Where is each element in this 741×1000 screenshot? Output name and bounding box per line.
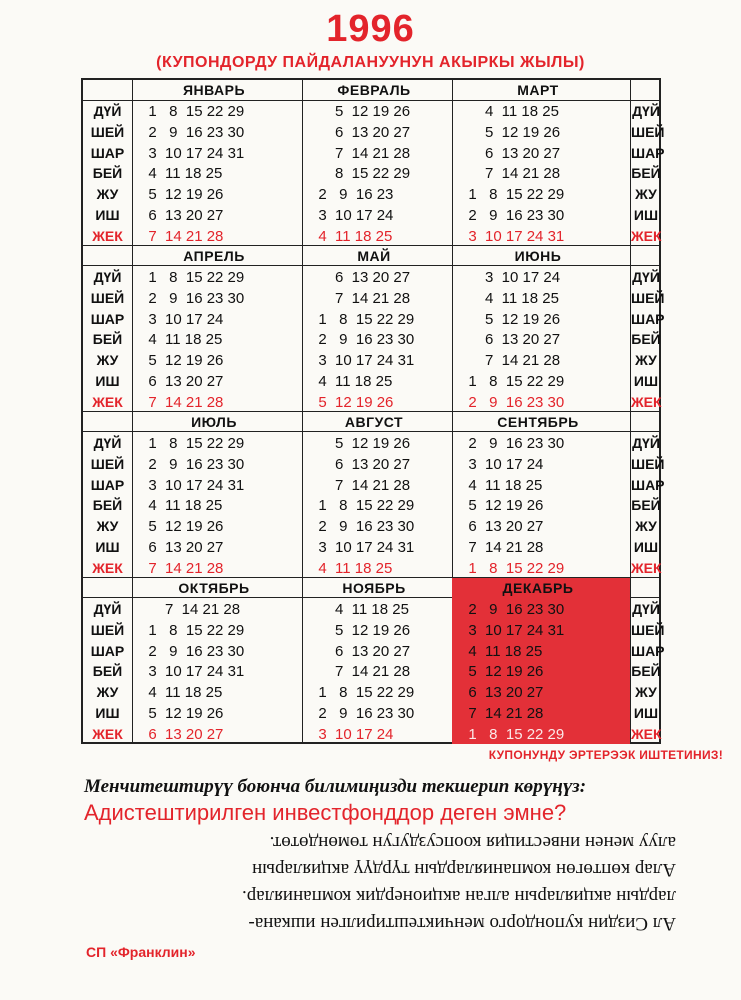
weekday-label-left: ИШ xyxy=(95,705,120,721)
day-row-march: 7 14 21 28 xyxy=(460,165,561,183)
brand-name: СП «Франклин» xyxy=(86,944,196,960)
weekday-label-left: БЕЙ xyxy=(92,497,123,514)
day-row-september: 1 8 15 22 29 xyxy=(460,559,565,577)
day-row-july: 2 9 16 23 30 xyxy=(140,455,245,473)
day-row-august: 6 13 20 27 xyxy=(310,455,411,473)
day-row-march: 6 13 20 27 xyxy=(460,144,561,162)
month-title-january: ЯНВАРЬ xyxy=(182,82,246,98)
day-row-january: 1 8 15 22 29 xyxy=(140,103,245,120)
weekday-label-right: ШЕЙ xyxy=(631,289,665,306)
day-row-september: 3 10 17 24 xyxy=(460,455,544,473)
weekday-label-left: ШАР xyxy=(90,642,125,659)
day-row-january: 4 11 18 25 xyxy=(140,165,223,183)
weekday-label-left: ШАР xyxy=(90,144,125,161)
day-row-april: 1 8 15 22 29 xyxy=(140,269,245,286)
day-row-february: 2 9 16 23 xyxy=(310,186,394,204)
day-row-august: 4 11 18 25 xyxy=(310,559,393,577)
day-row-september: 4 11 18 25 xyxy=(460,476,543,494)
day-row-september: 7 14 21 28 xyxy=(460,539,544,556)
answer-line-1: Ал Сиздин купондорго менчиктештирилген ишкана- xyxy=(248,913,676,934)
quiz-question: Адистештирилген инвестфонддор деген эмне? xyxy=(84,800,567,825)
weekday-label-right: ЖЕК xyxy=(631,559,662,576)
day-row-june: 4 11 18 25 xyxy=(460,289,559,307)
coupon-note: КУПОНУНДУ ЭРТЕРЭЭК ИШТЕТИНИЗ! xyxy=(488,748,723,762)
day-row-may: 2 9 16 23 30 xyxy=(310,331,415,349)
day-row-january: 3 10 17 24 31 xyxy=(140,144,245,162)
weekday-label-left: ИШ xyxy=(95,373,120,389)
day-row-august: 2 9 16 23 30 xyxy=(310,518,415,536)
weekday-label-right: ДҮЙ xyxy=(632,269,660,285)
weekday-label-right: ЖЕК xyxy=(631,227,662,244)
day-row-september: 2 9 16 23 30 xyxy=(460,435,565,452)
day-row-march: 4 11 18 25 xyxy=(460,103,559,120)
day-row-may: 3 10 17 24 31 xyxy=(310,352,415,370)
weekday-label-right: ШАР xyxy=(631,476,665,493)
weekday-label-right: ШАР xyxy=(631,642,665,659)
day-row-december: 6 13 20 27 xyxy=(460,684,544,702)
weekday-label-right: ЖУ xyxy=(635,352,657,369)
weekday-label-right: ЖУ xyxy=(635,684,657,701)
weekday-label-left: ЖЕК xyxy=(92,725,123,742)
day-row-june: 3 10 17 24 xyxy=(460,269,561,286)
calendar-grid xyxy=(81,78,665,744)
weekday-label-right: ИШ xyxy=(633,539,659,555)
day-row-october: 1 8 15 22 29 xyxy=(140,621,245,639)
day-row-september: 5 12 19 26 xyxy=(460,497,544,515)
day-row-august: 5 12 19 26 xyxy=(310,435,411,452)
answer-line-2: лардын акцияларын алган акционердик компаниялар. xyxy=(241,886,676,907)
day-row-october: 7 14 21 28 xyxy=(140,601,241,618)
day-row-march: 5 12 19 26 xyxy=(460,123,561,141)
month-title-february: ФЕВРАЛЬ xyxy=(337,82,411,98)
day-row-june: 2 9 16 23 30 xyxy=(460,393,565,411)
weekday-label-left: ИШ xyxy=(95,207,120,223)
day-row-july: 6 13 20 27 xyxy=(140,539,224,556)
weekday-label-left: ШЕЙ xyxy=(90,123,125,140)
weekday-label-left: ШЕЙ xyxy=(90,289,125,306)
day-row-december: 7 14 21 28 xyxy=(460,705,544,722)
day-row-july: 7 14 21 28 xyxy=(140,559,224,577)
day-row-november: 4 11 18 25 xyxy=(310,601,409,618)
quiz-title: Менчитештирүү боюнча билимиңизди текшерип көрүңүз: xyxy=(84,776,587,797)
day-row-june: 6 13 20 27 xyxy=(460,331,561,349)
day-row-february: 7 14 21 28 xyxy=(310,144,411,162)
day-row-february: 3 10 17 24 xyxy=(310,207,394,224)
weekday-label-left: ШЕЙ xyxy=(90,621,125,638)
weekday-label-left: БЕЙ xyxy=(92,331,123,348)
day-row-october: 4 11 18 25 xyxy=(140,684,223,702)
day-row-november: 3 10 17 24 xyxy=(310,725,394,743)
weekday-label-left: ШЕЙ xyxy=(90,455,125,472)
weekday-label-right: ШАР xyxy=(631,310,665,327)
day-row-october: 5 12 19 26 xyxy=(140,705,224,722)
month-title-may: МАЙ xyxy=(357,248,391,264)
weekday-label-right: ЖУ xyxy=(635,186,657,203)
weekday-label-right: ИШ xyxy=(633,705,659,721)
day-row-october: 6 13 20 27 xyxy=(140,725,224,743)
weekday-label-right: ИШ xyxy=(633,373,659,389)
weekday-label-right: ИШ xyxy=(633,207,659,223)
weekday-label-right: ШАР xyxy=(631,144,665,161)
weekday-label-right: БЕЙ xyxy=(631,663,661,680)
day-row-april: 4 11 18 25 xyxy=(140,331,223,349)
weekday-label-left: БЕЙ xyxy=(92,165,123,182)
day-row-april: 3 10 17 24 xyxy=(140,310,224,328)
weekday-label-right: БЕЙ xyxy=(631,497,661,514)
day-row-april: 2 9 16 23 30 xyxy=(140,289,245,307)
day-row-december: 1 8 15 22 29 xyxy=(460,725,565,743)
day-row-march: 3 10 17 24 31 xyxy=(460,227,565,245)
weekday-label-left: ЖЕК xyxy=(92,393,123,410)
day-row-may: 1 8 15 22 29 xyxy=(310,310,415,328)
weekday-label-left: ЖУ xyxy=(96,186,119,203)
day-row-march: 1 8 15 22 29 xyxy=(460,186,565,204)
day-row-august: 1 8 15 22 29 xyxy=(310,497,415,515)
day-row-october: 3 10 17 24 31 xyxy=(140,663,245,681)
weekday-label-right: ДҮЙ xyxy=(632,435,660,451)
month-title-march: МАРТ xyxy=(517,82,559,98)
weekday-label-right: БЕЙ xyxy=(631,165,661,182)
day-row-november: 5 12 19 26 xyxy=(310,621,411,639)
day-row-september: 6 13 20 27 xyxy=(460,518,544,536)
day-row-february: 6 13 20 27 xyxy=(310,123,411,141)
day-row-november: 6 13 20 27 xyxy=(310,642,411,660)
day-row-july: 5 12 19 26 xyxy=(140,518,224,536)
day-row-november: 1 8 15 22 29 xyxy=(310,684,415,702)
day-row-july: 4 11 18 25 xyxy=(140,497,223,515)
month-title-july: ИЮЛЬ xyxy=(191,414,237,430)
day-row-december: 5 12 19 26 xyxy=(460,663,544,681)
day-row-may: 7 14 21 28 xyxy=(310,289,411,307)
month-title-november: НОЯБРЬ xyxy=(342,580,406,596)
month-title-december: ДЕКАБРЬ xyxy=(502,580,574,596)
month-title-june: ИЮНЬ xyxy=(514,248,562,264)
calendar-subtitle: (КУПОНДОРДУ ПАЙДАЛАНУУНУН АКЫРКЫ ЖЫЛЫ) xyxy=(156,54,585,71)
calendar-year: 1996 xyxy=(326,8,415,50)
day-row-december: 2 9 16 23 30 xyxy=(460,601,565,618)
day-row-june: 1 8 15 22 29 xyxy=(460,373,565,390)
day-row-may: 6 13 20 27 xyxy=(310,269,411,286)
weekday-label-left: ШАР xyxy=(90,476,125,493)
weekday-label-left: ДҮЙ xyxy=(93,435,122,451)
day-row-january: 7 14 21 28 xyxy=(140,227,224,245)
weekday-label-right: БЕЙ xyxy=(631,331,661,348)
weekday-label-right: ШЕЙ xyxy=(631,621,665,638)
day-row-january: 6 13 20 27 xyxy=(140,207,224,224)
weekday-label-left: ИШ xyxy=(95,539,120,555)
day-row-december: 4 11 18 25 xyxy=(460,642,543,660)
weekday-label-right: ШЕЙ xyxy=(631,455,665,472)
weekday-label-left: ЖУ xyxy=(96,684,119,701)
weekday-label-right: ЖЕК xyxy=(631,725,662,742)
day-row-december: 3 10 17 24 31 xyxy=(460,621,565,639)
day-row-may: 4 11 18 25 xyxy=(310,373,393,390)
day-row-february: 8 15 22 29 xyxy=(310,165,411,183)
weekday-label-left: ДҮЙ xyxy=(93,601,122,617)
weekday-label-right: ШЕЙ xyxy=(631,123,665,140)
weekday-label-left: ШАР xyxy=(90,310,125,327)
weekday-label-left: ДҮЙ xyxy=(93,103,122,119)
weekday-label-left: ЖЕК xyxy=(92,227,123,244)
weekday-label-left: ЖУ xyxy=(96,518,119,535)
month-title-april: АПРЕЛЬ xyxy=(183,248,245,264)
day-row-june: 7 14 21 28 xyxy=(460,352,561,370)
month-title-october: ОКТЯБРЬ xyxy=(178,580,250,596)
weekday-label-left: ЖУ xyxy=(96,352,119,369)
day-row-january: 5 12 19 26 xyxy=(140,186,224,204)
day-row-november: 2 9 16 23 30 xyxy=(310,705,415,722)
weekday-label-left: БЕЙ xyxy=(92,663,123,680)
day-row-november: 7 14 21 28 xyxy=(310,663,411,681)
day-row-february: 5 12 19 26 xyxy=(310,103,411,120)
day-row-october: 2 9 16 23 30 xyxy=(140,642,245,660)
weekday-label-right: ЖЕК xyxy=(631,393,662,410)
weekday-label-left: ДҮЙ xyxy=(93,269,122,285)
day-row-august: 3 10 17 24 31 xyxy=(310,539,415,556)
weekday-label-right: ЖУ xyxy=(635,518,657,535)
month-title-september: СЕНТЯБРЬ xyxy=(497,414,579,430)
day-row-july: 1 8 15 22 29 xyxy=(140,435,245,452)
weekday-label-right: ДҮЙ xyxy=(632,103,660,119)
day-row-april: 7 14 21 28 xyxy=(140,393,224,411)
day-row-january: 2 9 16 23 30 xyxy=(140,123,245,141)
month-title-august: АВГУСТ xyxy=(344,414,404,430)
day-row-august: 7 14 21 28 xyxy=(310,476,411,494)
day-row-march: 2 9 16 23 30 xyxy=(460,207,565,224)
weekday-label-right: ДҮЙ xyxy=(632,601,660,617)
answer-line-3: Алар көптөгөн компаниялардын түрдүү акцияларын xyxy=(252,859,676,880)
day-row-april: 6 13 20 27 xyxy=(140,373,224,390)
day-row-may: 5 12 19 26 xyxy=(310,393,394,411)
day-row-june: 5 12 19 26 xyxy=(460,310,561,328)
weekday-label-left: ЖЕК xyxy=(92,559,123,576)
day-row-july: 3 10 17 24 31 xyxy=(140,476,245,494)
day-row-april: 5 12 19 26 xyxy=(140,352,224,370)
day-row-february: 4 11 18 25 xyxy=(310,227,393,245)
answer-line-4: алуу менен инвестиция коопсуздугун төмөндөтөт. xyxy=(269,832,676,853)
